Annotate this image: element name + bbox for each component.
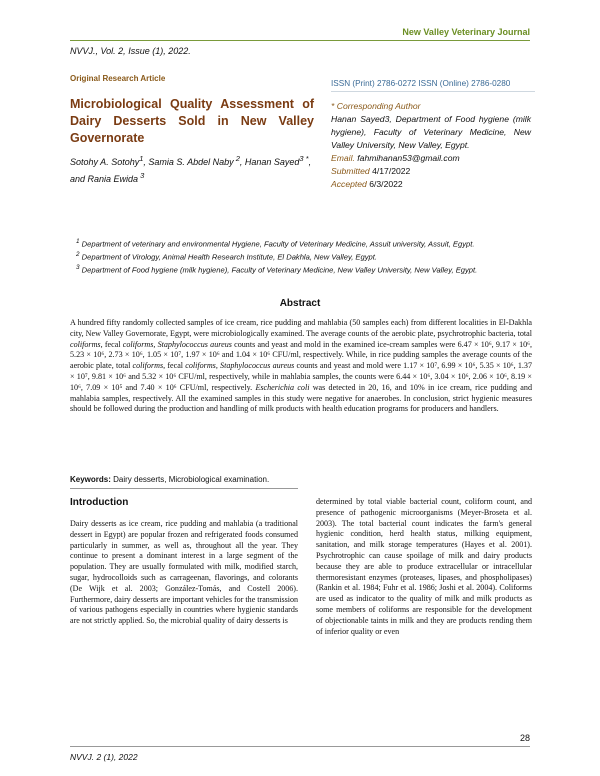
page-number: 28 [519,733,530,743]
abstract-italic: coliforms [185,361,216,371]
abstract-italic: Escherichia coli [255,382,310,392]
submitted-date: 4/17/2022 [369,166,411,176]
author-name: Sotohy A. Sotohy [70,157,140,167]
abstract-text: , [153,339,158,349]
abstract-italic: coliforms [132,361,164,371]
submitted-line [331,165,531,178]
author-affiliation-mark: 2 [233,154,240,163]
affiliation-text: Department of veterinary and environmental Hygiene, Faculty of Veterinary Medicine, Assuit university, Assuit, Egypt. [79,239,475,249]
accepted-line [331,178,531,191]
header-divider [70,40,530,41]
introduction-left-column [70,519,298,627]
issn-line: ISSN (Print) 2786-0272 ISSN (Online) 2786-0280 [331,79,535,92]
affiliation-item [70,263,532,276]
author-name: , Hanan Sayed [239,157,300,167]
abstract-text: was detected in 20, 16, and 10% in ice cream, rice pudding and mahlabia samples, respectively. All the examined samples in this study were negative for anaerobes. In conclusion, strict hygienic measures should be followed during the production and handling of milk products with health education programs for producers and handlers. [70,382,532,414]
abstract-italic: Staphylococcus aureus [220,361,295,371]
affiliation-text: Department of Virology, Animal Health Research Institute, El Dakhla, New Valley, Egypt. [79,252,377,262]
journal-name: New Valley Veterinary Journal [402,27,530,37]
corresponding-author-label: * Corresponding Author [331,101,421,111]
email-line [331,152,531,165]
correspondence-panel [331,100,531,191]
footer-divider [70,746,530,747]
affiliation-number: 2 [76,251,80,259]
affiliations [70,237,532,276]
footer-citation: NVVJ. 2 (1), 2022 [70,752,138,762]
introduction-paragraph: Dairy desserts as ice cream, rice pudding and mahlabia (a traditional dessert in Egypt) are popular frozen and refrigerated foods consumed particularly in summer, as well as, throughout all the year. They continue to present a dominant interest in a large segment of the population. They are usually formulated with milk, modified starch, sugar, hydrocolloids such as carrageenan, flavorings, and colorants (De Wijk et al. 2003; González-Tomás, and Costell 2006). Furthermore, dairy desserts are important vehicles for the transmission of various pathogens especially in countries where hygienic standards are not strictly applied. So, the microbial quality of dairy desserts is [70,519,298,626]
author-name: , Samia S. Abdel Naby [143,157,234,167]
article-type: Original Research Article [70,74,166,83]
email-address[interactable]: fahmihanan53@gmail.com [354,153,460,163]
abstract-text: , fecal [163,361,186,371]
submitted-label: Submitted [331,166,370,176]
introduction-heading: Introduction [70,497,129,508]
accepted-date: 6/3/2022 [366,179,403,189]
abstract-heading: Abstract [279,298,321,309]
affiliation-number: 3 [76,264,80,272]
author-name: , and Rania Ewida [70,157,312,184]
author-list [70,152,318,186]
issue-line: NVVJ., Vol. 2, Issue (1), 2022. [70,46,191,56]
corresponding-author-text: Hanan Sayed3, Department of Food hygiene (milk hygiene), Faculty of Veterinary Medicine, New Valley University, New Valley, Egypt. [331,114,531,150]
keywords-label: Keywords: [70,475,111,484]
article-title: Microbiological Quality Assessment of Dairy Desserts Sold in New Valley Governorate [70,97,314,145]
abstract-body [70,318,532,415]
keywords-line [70,475,269,484]
affiliation-item [70,250,532,263]
abstract-text: , fecal [100,339,123,349]
abstract-text: , [215,361,221,371]
author-affiliation-mark: 3 [138,171,145,180]
introduction-right-column [316,497,532,637]
introduction-paragraph: determined by total viable bacterial count, coliform count, and presence of pathogenic microorganisms (Meyer-Broseta et al. 2003). The total bacterial count indicates the farm's general hygienic condition, herd health status, milking equipment, sanitation, and milk storage temperatures (Hayes et al. 2001). Psychrotrophic can cause spoilage of milk and dairy products because they are able to produce extracellular or intracellular thermoresistant enzymes (proteases, lipases, and phospholipases) (Rankin et al. 1984; Fuhr et al. 1986; Joshi et al. 2004). Coliforms are used as indicator to the quality of milk and milk products as some members of coliforms are responsible for the development of objectionable taints in milk and they are products rending them of inferior quality or even [316,497,532,636]
keywords-text: Dairy desserts, Microbiological examination. [110,475,270,484]
abstract-italic: Staphylococcus aureus [157,339,232,349]
keywords-divider [70,488,298,489]
accepted-label: Accepted [331,179,367,189]
abstract-italic: coliforms [122,339,154,349]
author-affiliation-mark: 1 [139,154,144,163]
abstract-italic: coliforms [70,339,101,349]
abstract-text: counts and yeast and mold were 1.17 × 10⁷, 6.99 × 10⁶, 5.35 × 10⁶, 1.37 × 10⁷, 9.81 × 10⁶ and 5.32 × 10⁶ CFU/ml, respectively, while in mahlabia samples, the counts were 6.44 × 10⁶, 3.04 × 10⁶, 2.06 × 10⁶, 8.19 × 10⁶, 7.09 × 10⁵ and 7.40 × 10⁶ CFU/ml, respectively. [70,361,533,392]
abstract-text: counts and yeast and mold in the examined ice-cream samples were 6.47 × 10⁶, 9.17 × 10⁶, 5.23 × 10⁶, 2.73 × 10⁶, 1.05 × 10⁷, 1.97 × 10⁶ and 1.04 × 10⁶ CFU/ml, respectively. While, in rice pudding samples the average counts of the aerobic plate, total [70,339,533,371]
author-affiliation-mark: 3 * [299,154,309,163]
abstract-text: A hundred fifty randomly collected samples of ice cream, rice pudding and mahlabia (50 samples each) from different localities in El-Dakhla city, New Valley Governorate, Egypt, were microbiologically examined. The average counts of the aerobic plate, psychrotrophic bacteria, total [70,318,532,338]
affiliation-text: Department of Food hygiene (milk hygiene), Faculty of Veterinary Medicine, New Valley University, New Valley, Egypt. [79,265,478,275]
affiliation-number: 1 [76,238,80,245]
email-label: Email. [331,153,355,163]
affiliation-item [70,237,532,250]
